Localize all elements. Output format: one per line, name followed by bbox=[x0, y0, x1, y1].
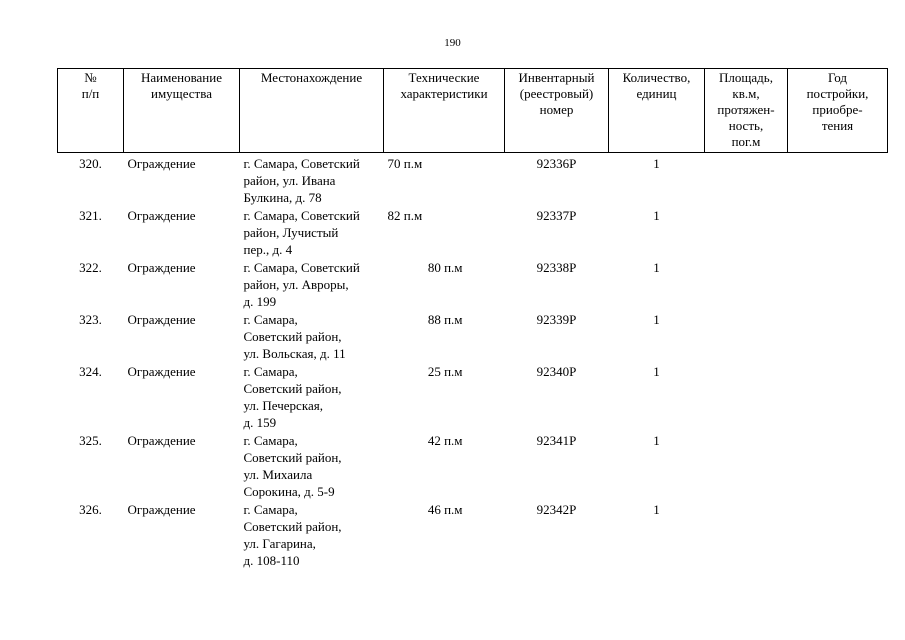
row-inventory: 92340Р bbox=[536, 364, 577, 379]
row-name: Ограждение bbox=[127, 433, 196, 448]
row-location: г. Самара, Советский район, ул. Гагарина, д. 108-110 bbox=[243, 502, 342, 568]
row-location: г. Самара, Советский район, Лучистый пер., д. 4 bbox=[243, 208, 360, 257]
row-tech: 46 п.м bbox=[427, 502, 463, 517]
row-year bbox=[788, 500, 888, 569]
row-tech: 25 п.м bbox=[427, 364, 463, 379]
row-name: Ограждение bbox=[127, 364, 196, 379]
header-name: Наименование имущества bbox=[124, 69, 240, 153]
row-tech: 42 п.м bbox=[427, 433, 463, 448]
row-number: 323. bbox=[79, 312, 102, 327]
row-tech: 82 п.м bbox=[387, 208, 423, 223]
row-year bbox=[788, 362, 888, 431]
row-name: Ограждение bbox=[127, 502, 196, 517]
row-inventory: 92341Р bbox=[536, 433, 577, 448]
table-row bbox=[58, 153, 888, 207]
row-quantity: 1 bbox=[653, 433, 660, 448]
row-area bbox=[705, 500, 788, 569]
row-number: 322. bbox=[79, 260, 102, 275]
table-row bbox=[58, 431, 888, 500]
header-location: Местонахождение bbox=[240, 69, 384, 153]
row-number: 326. bbox=[79, 502, 102, 517]
header-inventory: Инвентарный (реестровый) номер bbox=[505, 69, 609, 153]
header-area: Площадь, кв.м, протяжен- ность, пог.м bbox=[705, 69, 788, 153]
row-location: г. Самара, Советский район, ул. Авроры, д. 199 bbox=[243, 260, 360, 309]
row-area bbox=[705, 362, 788, 431]
row-inventory: 92337Р bbox=[536, 208, 577, 223]
table-row bbox=[58, 206, 888, 258]
row-year bbox=[788, 258, 888, 310]
table-row bbox=[58, 310, 888, 362]
row-year bbox=[788, 431, 888, 500]
row-quantity: 1 bbox=[653, 156, 660, 171]
table-row bbox=[58, 362, 888, 431]
row-location: г. Самара, Советский район, ул. Печерская, д. 159 bbox=[243, 364, 342, 430]
row-location: г. Самара, Советский район, ул. Вольская, д. 11 bbox=[243, 312, 346, 361]
row-inventory: 92342Р bbox=[536, 502, 577, 517]
row-year bbox=[788, 153, 888, 207]
row-inventory: 92336Р bbox=[536, 156, 577, 171]
row-name: Ограждение bbox=[127, 208, 196, 223]
row-quantity: 1 bbox=[653, 260, 660, 275]
row-area bbox=[705, 310, 788, 362]
property-table bbox=[57, 68, 888, 569]
row-tech: 80 п.м bbox=[427, 260, 463, 275]
table-row bbox=[58, 258, 888, 310]
header-tech: Технические характеристики bbox=[384, 69, 505, 153]
row-inventory: 92338Р bbox=[536, 260, 577, 275]
row-quantity: 1 bbox=[653, 208, 660, 223]
row-area bbox=[705, 258, 788, 310]
row-year bbox=[788, 310, 888, 362]
row-quantity: 1 bbox=[653, 364, 660, 379]
row-area bbox=[705, 206, 788, 258]
table-body bbox=[58, 153, 888, 570]
row-location: г. Самара, Советский район, ул. Ивана Булкина, д. 78 bbox=[243, 156, 360, 205]
row-tech: 70 п.м bbox=[387, 156, 423, 171]
header-quantity: Количество, единиц bbox=[609, 69, 705, 153]
header-year: Год постройки, приобре- тения bbox=[788, 69, 888, 153]
row-number: 320. bbox=[79, 156, 102, 171]
header-num: № п/п bbox=[58, 69, 124, 153]
row-name: Ограждение bbox=[127, 260, 196, 275]
row-name: Ограждение bbox=[127, 156, 196, 171]
row-area bbox=[705, 431, 788, 500]
row-number: 325. bbox=[79, 433, 102, 448]
row-quantity: 1 bbox=[653, 502, 660, 517]
page-number: 190 bbox=[444, 37, 461, 49]
row-number: 324. bbox=[79, 364, 102, 379]
row-number: 321. bbox=[79, 208, 102, 223]
row-inventory: 92339Р bbox=[536, 312, 577, 327]
row-quantity: 1 bbox=[653, 312, 660, 327]
row-location: г. Самара, Советский район, ул. Михаила Сорокина, д. 5-9 bbox=[243, 433, 342, 499]
row-tech: 88 п.м bbox=[427, 312, 463, 327]
table-row bbox=[58, 500, 888, 569]
row-name: Ограждение bbox=[127, 312, 196, 327]
table-header bbox=[58, 69, 888, 153]
row-area bbox=[705, 153, 788, 207]
row-year bbox=[788, 206, 888, 258]
